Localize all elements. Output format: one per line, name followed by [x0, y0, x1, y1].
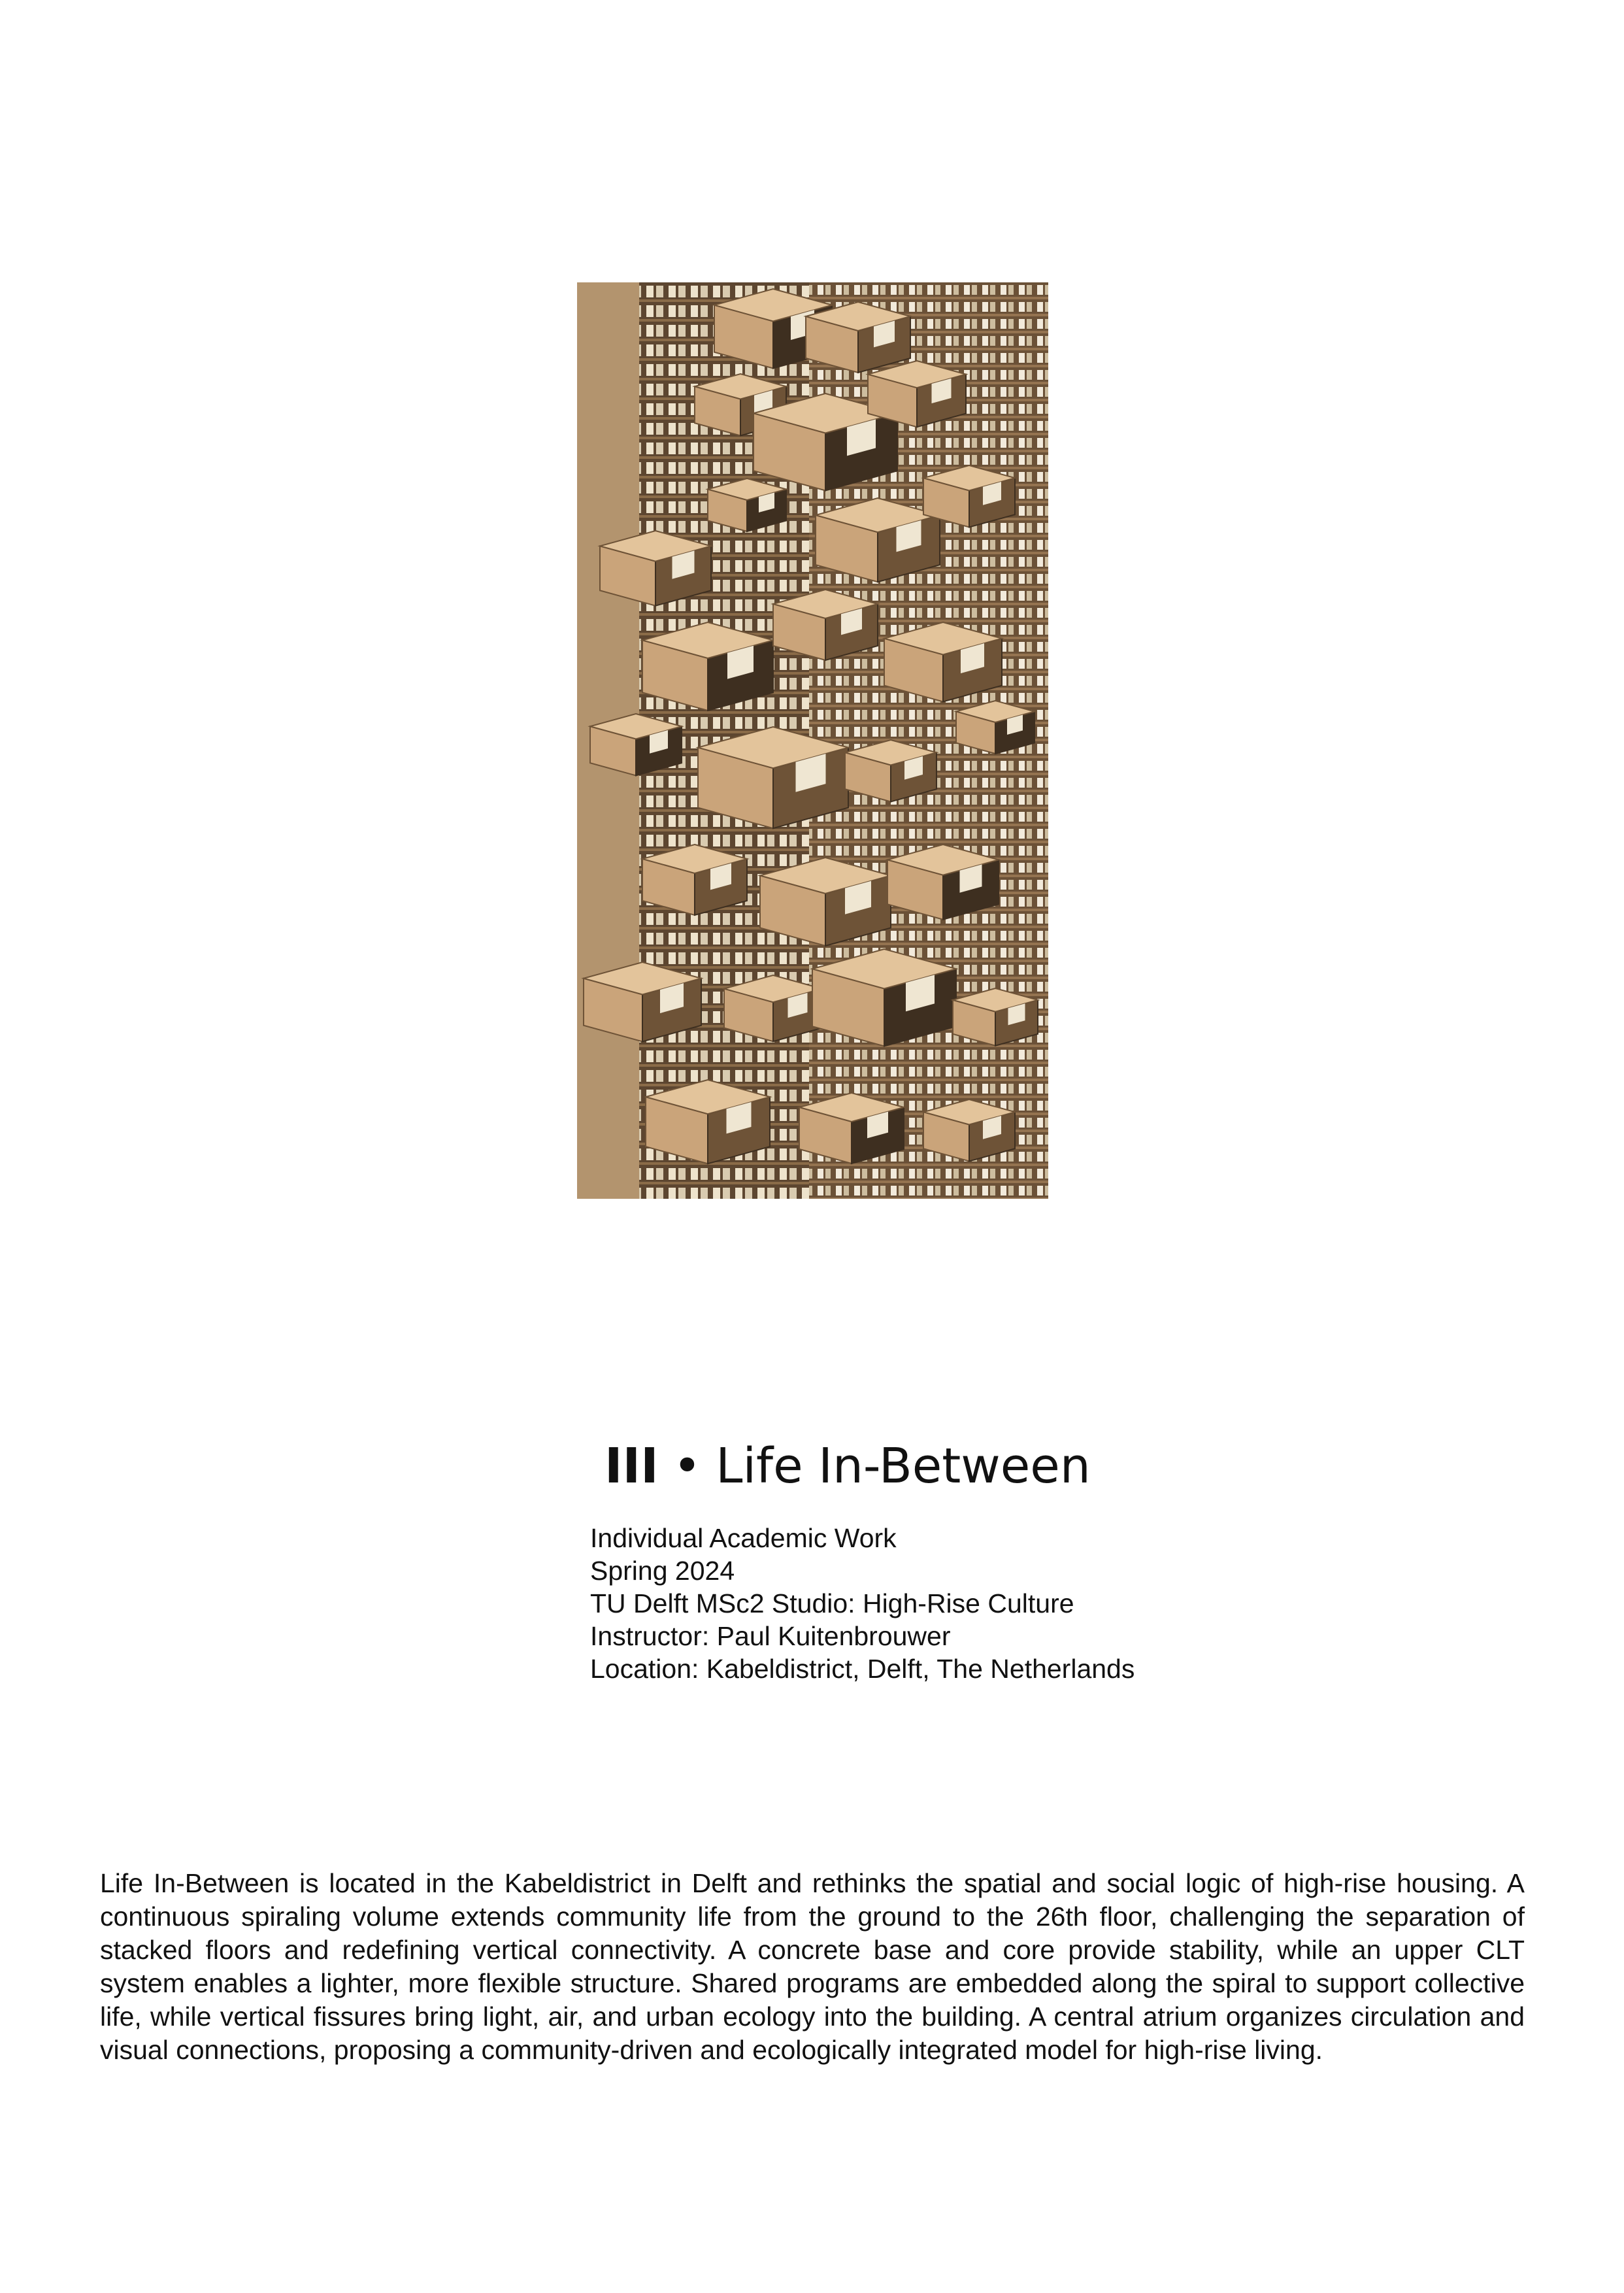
meta-work-type: Individual Academic Work [590, 1523, 897, 1553]
meta-instructor: Instructor: Paul Kuitenbrouwer [590, 1621, 951, 1651]
architectural-wood-model-icon [577, 282, 1048, 1199]
project-meta [590, 1522, 1374, 1685]
cover-image [577, 282, 1048, 1199]
project-number: III [605, 1438, 659, 1494]
meta-studio: TU Delft MSc2 Studio: High-Rise Culture [590, 1588, 1074, 1618]
meta-location: Location: Kabeldistrict, Delft, The Netherlands [590, 1654, 1135, 1684]
meta-semester: Spring 2024 [590, 1556, 735, 1586]
project-description: Life In-Between is located in the Kabeldistrict in Delft and rethinks the spatial and social logic of high-rise housing. A continuous spiraling volume extends community life from the ground to the 26th floor, challenging the separation of stacked floors and redefining vertical connectivity. A concrete base and core provide stability, while an upper CLT system enables a lighter, more flexible structure. Shared programs are embedded along the spiral to support collective life, while vertical fissures bring light, air, and urban ecology into the building. A central atrium organizes circulation and visual connections, proposing a community-driven and ecologically integrated model for high-rise living. [100, 1868, 1525, 2065]
project-title [605, 1433, 1519, 1499]
title-separator: • [672, 1438, 702, 1494]
project-name: Life In-Between [716, 1438, 1091, 1494]
